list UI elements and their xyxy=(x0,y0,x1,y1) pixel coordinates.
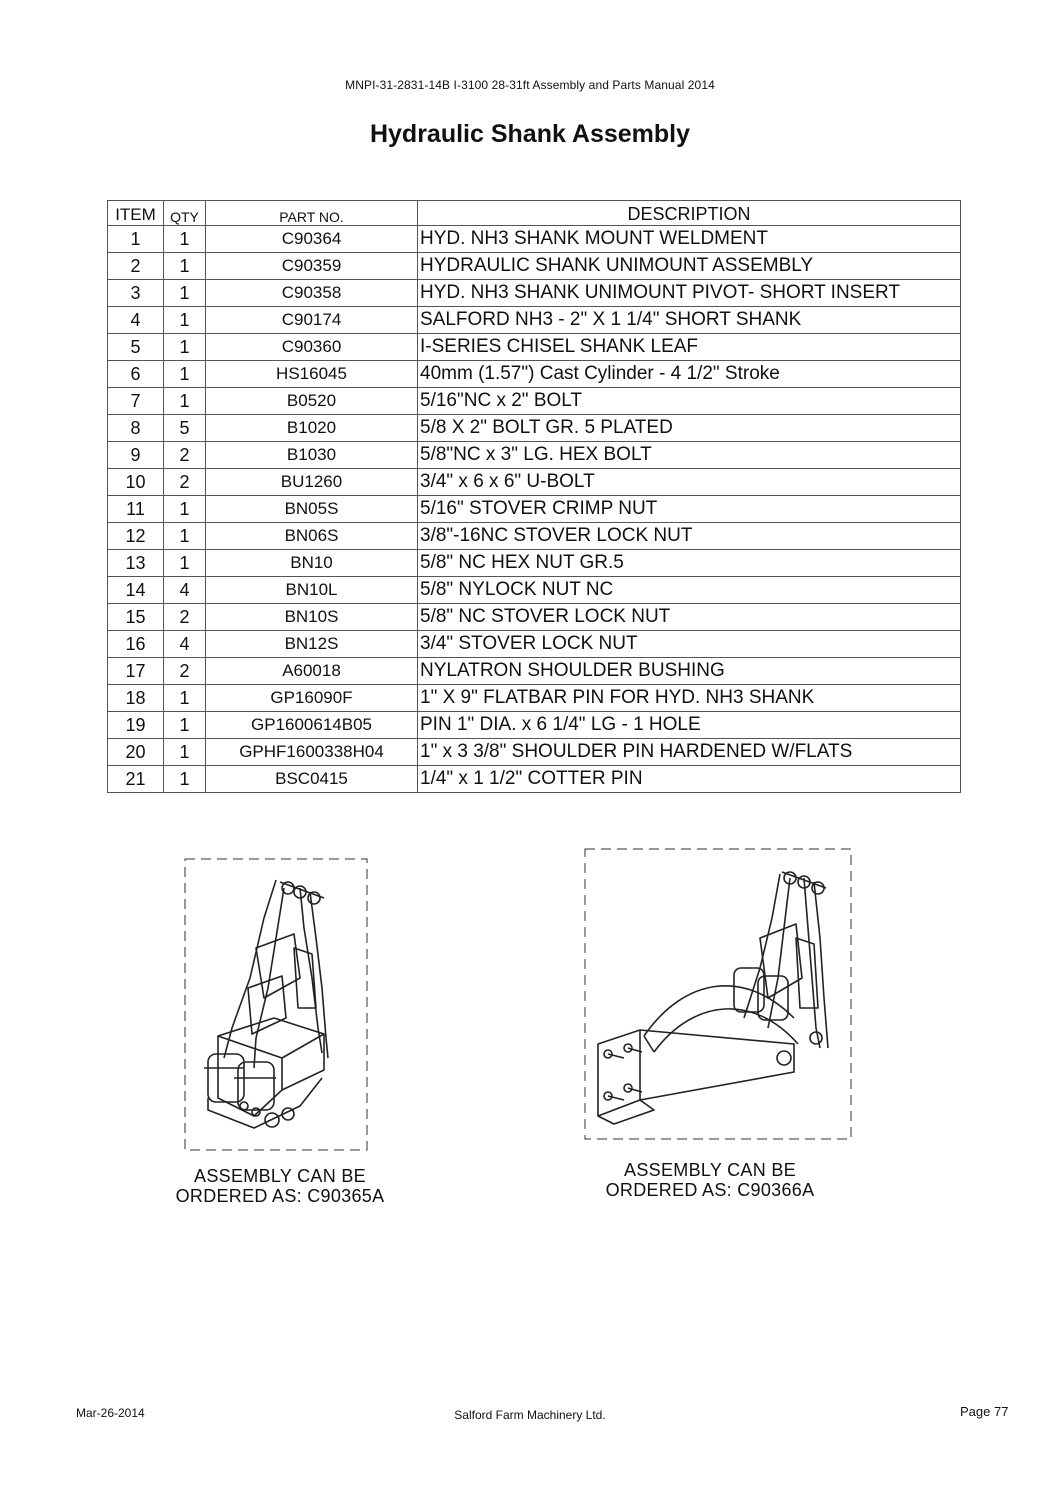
cell-description: 1" x 3 3/8" SHOULDER PIN HARDENED W/FLATS xyxy=(418,739,961,766)
cell-description: 40mm (1.57") Cast Cylinder - 4 1/2" Stroke xyxy=(418,361,961,388)
cell-qty: 4 xyxy=(164,577,206,604)
caption-line: ASSEMBLY CAN BE xyxy=(624,1160,796,1180)
table-row xyxy=(108,442,961,469)
cell-qty: 1 xyxy=(164,226,206,253)
cell-item: 20 xyxy=(108,739,164,766)
cell-description: 5/8"NC x 3" LG. HEX BOLT xyxy=(418,442,961,469)
table-row xyxy=(108,523,961,550)
parts-table-body xyxy=(108,226,961,793)
document-header: MNPI-31-2831-14B I-3100 28-31ft Assembly and Parts Manual 2014 xyxy=(345,78,715,92)
cell-qty: 1 xyxy=(164,685,206,712)
assembly-drawing-c90365a xyxy=(184,858,368,1151)
cell-qty: 2 xyxy=(164,469,206,496)
cell-description: 1" X 9" FLATBAR PIN FOR HYD. NH3 SHANK xyxy=(418,685,961,712)
cell-item: 6 xyxy=(108,361,164,388)
table-row xyxy=(108,685,961,712)
cell-part-no: A60018 xyxy=(206,658,418,685)
cell-part-no: BN10S xyxy=(206,604,418,631)
table-row xyxy=(108,253,961,280)
cell-part-no: C90360 xyxy=(206,334,418,361)
cell-qty: 1 xyxy=(164,307,206,334)
cell-item: 8 xyxy=(108,415,164,442)
cell-part-no: B1030 xyxy=(206,442,418,469)
cell-description: 5/16" STOVER CRIMP NUT xyxy=(418,496,961,523)
cell-part-no: BN05S xyxy=(206,496,418,523)
cell-item: 17 xyxy=(108,658,164,685)
header-description: DESCRIPTION xyxy=(418,201,961,226)
table-row xyxy=(108,415,961,442)
cell-description: 3/4" STOVER LOCK NUT xyxy=(418,631,961,658)
cell-part-no: BU1260 xyxy=(206,469,418,496)
cell-qty: 2 xyxy=(164,442,206,469)
cell-item: 9 xyxy=(108,442,164,469)
table-row xyxy=(108,361,961,388)
cell-description: PIN 1" DIA. x 6 1/4" LG - 1 HOLE xyxy=(418,712,961,739)
cell-qty: 1 xyxy=(164,496,206,523)
cell-part-no: GP1600614B05 xyxy=(206,712,418,739)
table-row xyxy=(108,739,961,766)
caption-order-code: ORDERED AS: C90365A xyxy=(175,1186,385,1206)
footer-company: Salford Farm Machinery Ltd. xyxy=(454,1408,606,1422)
table-header-row xyxy=(108,201,961,226)
cell-description: 5/8" NYLOCK NUT NC xyxy=(418,577,961,604)
cell-qty: 1 xyxy=(164,253,206,280)
assembly-drawing-c90366a xyxy=(584,848,852,1140)
table-row xyxy=(108,388,961,415)
table-row xyxy=(108,604,961,631)
cell-item: 10 xyxy=(108,469,164,496)
footer-date: Mar-26-2014 xyxy=(76,1406,145,1420)
cell-item: 3 xyxy=(108,280,164,307)
cell-part-no: BSC0415 xyxy=(206,766,418,793)
cell-part-no: HS16045 xyxy=(206,361,418,388)
cell-item: 5 xyxy=(108,334,164,361)
cell-description: 3/4" x 6 x 6" U-BOLT xyxy=(418,469,961,496)
cell-item: 21 xyxy=(108,766,164,793)
cell-description: 5/8 X 2" BOLT GR. 5 PLATED xyxy=(418,415,961,442)
cell-part-no: B1020 xyxy=(206,415,418,442)
cell-item: 12 xyxy=(108,523,164,550)
cell-part-no: C90359 xyxy=(206,253,418,280)
cell-item: 16 xyxy=(108,631,164,658)
table-row xyxy=(108,658,961,685)
cell-item: 2 xyxy=(108,253,164,280)
cell-description: HYD. NH3 SHANK MOUNT WELDMENT xyxy=(418,226,961,253)
parts-table xyxy=(107,200,961,793)
table-row xyxy=(108,712,961,739)
cell-part-no: GPHF1600338H04 xyxy=(206,739,418,766)
cell-description: 3/8"-16NC STOVER LOCK NUT xyxy=(418,523,961,550)
cell-qty: 1 xyxy=(164,712,206,739)
cell-item: 19 xyxy=(108,712,164,739)
cell-part-no: GP16090F xyxy=(206,685,418,712)
cell-item: 18 xyxy=(108,685,164,712)
table-row xyxy=(108,469,961,496)
cell-item: 7 xyxy=(108,388,164,415)
cell-item: 11 xyxy=(108,496,164,523)
cell-part-no: BN10 xyxy=(206,550,418,577)
cell-description: 5/8" NC HEX NUT GR.5 xyxy=(418,550,961,577)
cell-part-no: C90358 xyxy=(206,280,418,307)
cell-qty: 1 xyxy=(164,739,206,766)
cell-qty: 2 xyxy=(164,604,206,631)
cell-item: 14 xyxy=(108,577,164,604)
cell-description: NYLATRON SHOULDER BUSHING xyxy=(418,658,961,685)
cell-description: 5/8" NC STOVER LOCK NUT xyxy=(418,604,961,631)
cell-part-no: BN06S xyxy=(206,523,418,550)
cell-qty: 1 xyxy=(164,361,206,388)
cell-qty: 1 xyxy=(164,550,206,577)
header-qty: QTY xyxy=(164,201,206,226)
cell-item: 1 xyxy=(108,226,164,253)
caption-order-code: ORDERED AS: C90366A xyxy=(605,1180,815,1200)
table-row xyxy=(108,577,961,604)
cell-qty: 4 xyxy=(164,631,206,658)
caption-line: ASSEMBLY CAN BE xyxy=(194,1166,366,1186)
cell-part-no: B0520 xyxy=(206,388,418,415)
cell-qty: 2 xyxy=(164,658,206,685)
cell-qty: 1 xyxy=(164,766,206,793)
cell-qty: 1 xyxy=(164,388,206,415)
table-row xyxy=(108,307,961,334)
table-row xyxy=(108,631,961,658)
header-part-no: PART NO. xyxy=(206,201,418,226)
cell-qty: 1 xyxy=(164,280,206,307)
table-row xyxy=(108,550,961,577)
cell-part-no: BN12S xyxy=(206,631,418,658)
table-row xyxy=(108,280,961,307)
cell-description: I-SERIES CHISEL SHANK LEAF xyxy=(418,334,961,361)
cell-description: HYD. NH3 SHANK UNIMOUNT PIVOT- SHORT INSERT xyxy=(418,280,961,307)
cell-description: HYDRAULIC SHANK UNIMOUNT ASSEMBLY xyxy=(418,253,961,280)
page-number: Page 77 xyxy=(960,1404,1009,1419)
page-title: Hydraulic Shank Assembly xyxy=(369,120,691,148)
caption-c90366a xyxy=(560,1160,860,1200)
header-item: ITEM xyxy=(108,201,164,226)
table-row xyxy=(108,226,961,253)
cell-qty: 5 xyxy=(164,415,206,442)
cell-item: 15 xyxy=(108,604,164,631)
cell-description: SALFORD NH3 - 2" X 1 1/4" SHORT SHANK xyxy=(418,307,961,334)
cell-part-no: BN10L xyxy=(206,577,418,604)
table-row xyxy=(108,334,961,361)
cell-item: 4 xyxy=(108,307,164,334)
table-row xyxy=(108,766,961,793)
cell-part-no: C90174 xyxy=(206,307,418,334)
cell-item: 13 xyxy=(108,550,164,577)
cell-part-no: C90364 xyxy=(206,226,418,253)
cell-qty: 1 xyxy=(164,523,206,550)
caption-c90365a xyxy=(140,1166,420,1206)
cell-qty: 1 xyxy=(164,334,206,361)
cell-description: 1/4" x 1 1/2" COTTER PIN xyxy=(418,766,961,793)
table-row xyxy=(108,496,961,523)
cell-description: 5/16"NC x 2" BOLT xyxy=(418,388,961,415)
